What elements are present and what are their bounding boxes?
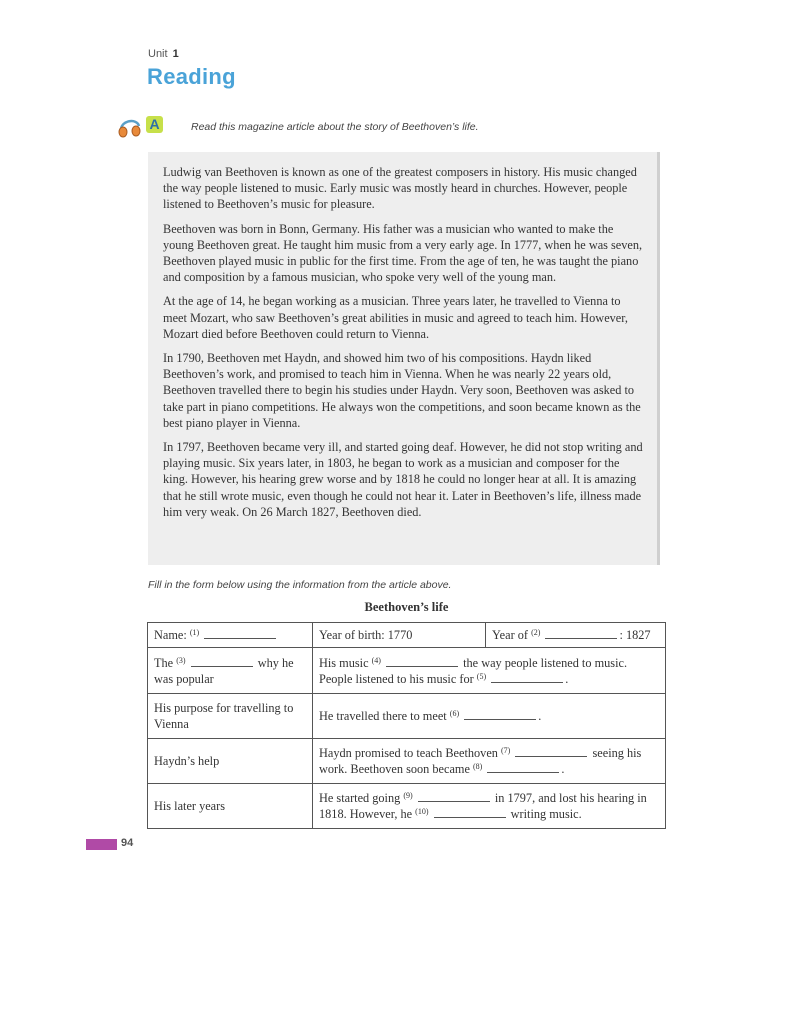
blank-6[interactable] [464,708,536,720]
birth-cell: Year of birth: 1770 [313,623,486,648]
article-box [148,152,660,565]
blank-9[interactable] [418,790,490,802]
form-row-4 [148,739,666,784]
form-row-3 [148,694,666,739]
name-cell: Name: $^{(1)}$ [148,623,313,648]
form-label-cell: His later years [148,784,313,829]
form-answer-cell: His music $^{(4)}$ the way people listened to music. People listened to his music for $^{(5)}$ . [313,648,666,694]
form-row-5 [148,784,666,829]
unit-number: 1 [172,48,179,60]
blank-4[interactable] [386,655,458,667]
headphones-icon [117,114,145,140]
blank-3[interactable] [191,655,253,667]
page-tab-marker [86,839,117,850]
page-number: 94 [121,837,134,849]
form-instruction: Fill in the form below using the information from the article above. [148,579,452,591]
form-title: Beethoven’s life [364,600,449,614]
article-paragraph: Beethoven was born in Bonn, Germany. His father was a musician who wanted to make the young Beethoven great. He taught him music from a very early age. In 1777, when he was seven, Beethoven played music in public for the first time. From the age of ten, he was taught the piano and composition by a famous musician, who spoke very well of the young man. [163,221,643,285]
form-answer-cell: Haydn promised to teach Beethoven $^{(7)}$ seeing his work. Beethoven soon became $^{(8)}$ . [313,739,666,784]
blank-1[interactable] [204,627,276,639]
section-title: Reading [147,64,236,89]
exercise-instruction: Read this magazine article about the story of Beethoven’s life. [191,121,479,133]
blank-7[interactable] [515,745,587,757]
form-label-cell: The $^{(3)}$ why he was popular [148,648,313,694]
form-row-1 [148,623,666,648]
form-row-2 [148,648,666,694]
blank-5[interactable] [491,671,563,683]
form-label-cell: His purpose for travelling to Vienna [148,694,313,739]
form-answer-cell: He travelled there to meet $^{(6)}$ . [313,694,666,739]
death-cell: Year of $^{(2)}$ : 1827 [486,623,666,648]
article-paragraph: At the age of 14, he began working as a musician. Three years later, he travelled to Vienna to meet Mozart, who saw Beethoven’s great abilities in music and agreed to teach him. However, Mozart died before Beethoven could return to Vienna. [163,294,628,341]
form-label-cell: Haydn’s help [148,739,313,784]
blank-10[interactable] [434,806,506,818]
form-answer-cell: He started going $^{(9)}$ in 1797, and lost his hearing in 1818. However, he $^{(10)}$ writing music. [313,784,666,829]
article-paragraph: In 1797, Beethoven became very ill, and started going deaf. However, he did not stop writing and playing music. Six years later, in 1803, he began to work as a musician and composer for the king. However, his hearing grew worse and by 1818 he could no longer hear at all. It is amazing that he still wrote music, even though he could not hear it. Later in Beethoven’s life, illness made him very weak. On 26 March 1827, Beethoven died. [163,440,643,519]
unit-label [148,48,179,60]
blank-2[interactable] [545,627,617,639]
blank-8[interactable] [487,761,559,773]
life-form-table [147,622,666,829]
article-paragraph: Ludwig van Beethoven is known as one of the greatest composers in history. His music changed the way people listened to music. Early music was mostly heard in churches. However, people listened to Beethoven’s music for pleasure. [163,165,637,212]
article-paragraph: In 1790, Beethoven met Haydn, and showed him two of his compositions. Haydn liked Beethoven’s work, and promised to teach him in Vienna. When he was nearly 22 years old, Beethoven travelled there to begin his studies under Haydn. Very soon, Beethoven was asked to take part in piano competitions. He always won the competitions, and soon became known as the best piano player in Vienna. [163,351,641,430]
unit-word: Unit [148,48,168,60]
exercise-label-badge: A [146,116,163,133]
